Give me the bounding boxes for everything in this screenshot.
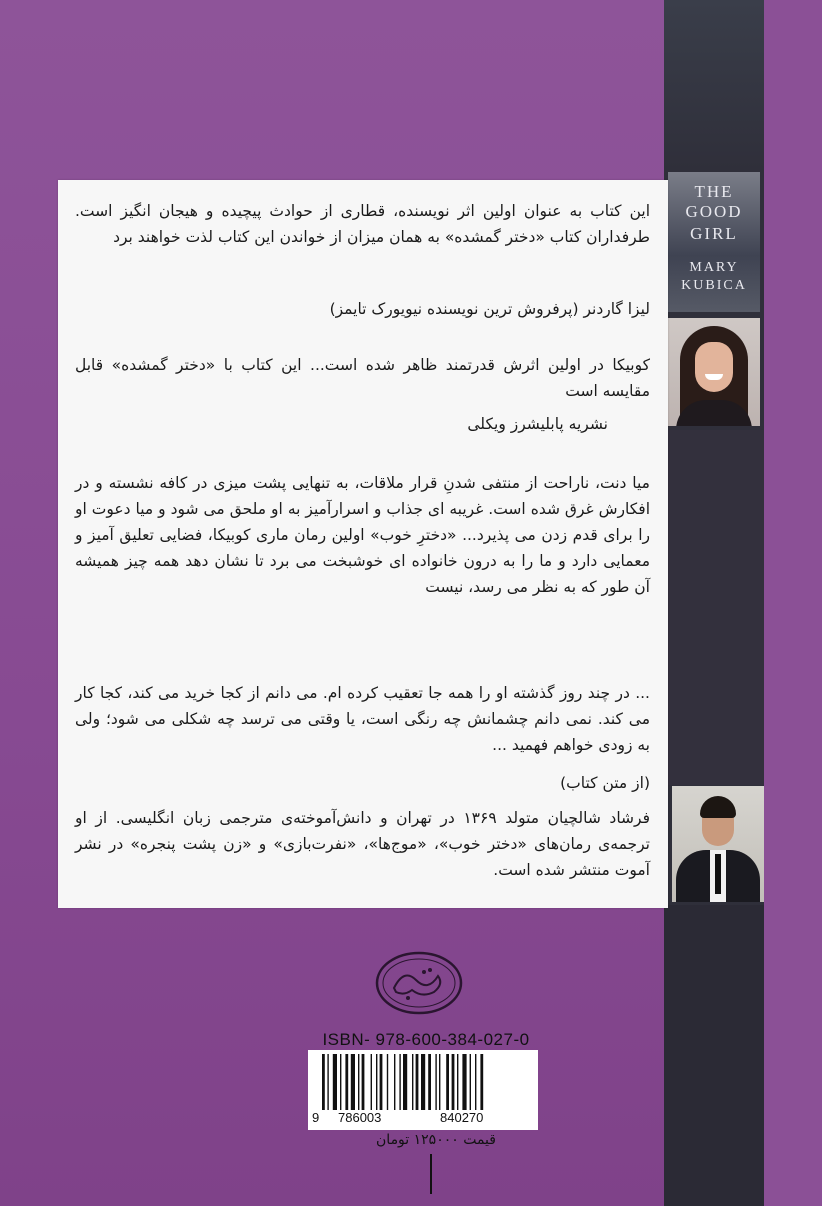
barcode-bar [470, 1054, 471, 1110]
barcode-digits-group1: 786003 [338, 1110, 382, 1125]
thumb-title-line1: THE [694, 182, 734, 201]
barcode-bar [394, 1054, 395, 1110]
thumb-title-line3: GIRL [690, 224, 738, 243]
barcode-bar [457, 1054, 458, 1110]
barcode-bar [475, 1054, 476, 1110]
barcode-bar [351, 1054, 355, 1110]
barcode-bar [322, 1054, 325, 1110]
review-1-attribution: لیزا گاردنر (پرفروش ترین نویسنده نیویورک تایمز) [329, 300, 650, 318]
barcode-bar [439, 1054, 440, 1110]
translator-hair [700, 796, 736, 818]
barcode-bar [340, 1054, 341, 1110]
book-cover-thumbnail [668, 172, 760, 312]
translator-photo [672, 786, 764, 902]
barcode-bar [435, 1054, 436, 1110]
barcode-bar [358, 1054, 359, 1110]
blurb-excerpt: ... در چند روز گذشته او را همه جا تعقیب کرده ام. می دانم از کجا خرید می کند، کجا کار می کند. نمی دانم چشمانش چه رنگی است، یا وقتی می ترسد چه شکلی می شود؛ ولی به زودی خواهم فهمید ... [75, 684, 650, 754]
barcode-bar [416, 1054, 419, 1110]
barcode-digit-prefix: 9 [312, 1110, 320, 1125]
translator-tie [715, 854, 721, 894]
spine-bottom [664, 905, 764, 1206]
spine-top [664, 0, 764, 170]
barcode-bar [452, 1054, 455, 1110]
cover-edge [764, 0, 822, 1206]
barcode-bar [345, 1054, 348, 1110]
thumb-author-line2: KUBICA [681, 278, 747, 293]
barcode-bar [462, 1054, 466, 1110]
review-2-attribution: نشریه پابلیشرز ویکلی [467, 415, 608, 433]
author-photo [668, 318, 760, 426]
isbn-number: ISBN- 978-600-384-027-0 [322, 1030, 530, 1049]
excerpt-attribution: (از متن کتاب) [560, 774, 650, 792]
price-rule [430, 1154, 432, 1194]
publisher-logo [374, 950, 464, 1016]
blurb-panel [58, 180, 668, 908]
blurb-synopsis: میا دنت، ناراحت از منتفی شدنِ قرار ملاقات، به تنهایی پشت میزی در کافه نشسته و در افکارش غرق شده است. غریبه ای جذاب و اسرارآمیز به او ملحق می شود و میا دعوت او را برای قدم زدن می پذیرد... «دخترِ خوب» اولین رمان ماری کوبیکا، فضایی تعلیق آمیز و معمایی دارد و ما را به درون خانواده ای خوشبخت می برد تا نشان دهد همه چیز همیشه آن طور که به نظر می رسد، نیست [75, 474, 650, 596]
barcode-bar [412, 1054, 413, 1110]
barcode-bar [376, 1054, 377, 1110]
blurb-review-2: کوبیکا در اولین اثرش قدرتمند ظاهر شده است... این کتاب با «دختر گمشده» قابل مقایسه است [75, 356, 650, 400]
price-label: قیمت ۱۲۵۰۰۰ تومان [376, 1132, 496, 1148]
spine-middle [664, 430, 764, 785]
barcode-bar [421, 1054, 425, 1110]
author-face [695, 342, 733, 392]
barcode-bar [327, 1054, 328, 1110]
barcode-digits-group2: 840270 [440, 1110, 484, 1125]
barcode-bar [371, 1054, 372, 1110]
thumb-author-line1: MARY [689, 260, 739, 275]
barcode-bars [320, 1054, 526, 1110]
barcode-bar [387, 1054, 388, 1110]
barcode-bar [362, 1054, 365, 1110]
barcode-bar [403, 1054, 407, 1110]
translator-bio: فرشاد شالچیان متولد ۱۳۶۹ در تهران و دانش‌آموخته‌ی مترجمی زبان انگلیسی. از او ترجمه‌ی رمان‌های «دختر خوب»، «موج‌ها»، «نفرت‌بازی» و «زن پشت پنجره» در نشر آموت منتشر شده است. [75, 809, 650, 879]
barcode-bar [446, 1054, 449, 1110]
barcode-bar [428, 1054, 431, 1110]
blurb-review-1: این کتاب به عنوان اولین اثر نویسنده، قطاری از حوادث پیچیده و هیجان انگیز است. طرفداران کتاب «دختر گمشده» به همان میزان از خواندن این کتاب لذت خواهند برد [75, 202, 650, 246]
barcode-bar [333, 1054, 337, 1110]
thumb-title-line2: GOOD [685, 202, 743, 221]
barcode-label [308, 1050, 538, 1130]
barcode-bar [380, 1054, 383, 1110]
barcode-bar [480, 1054, 483, 1110]
barcode-bar [399, 1054, 400, 1110]
